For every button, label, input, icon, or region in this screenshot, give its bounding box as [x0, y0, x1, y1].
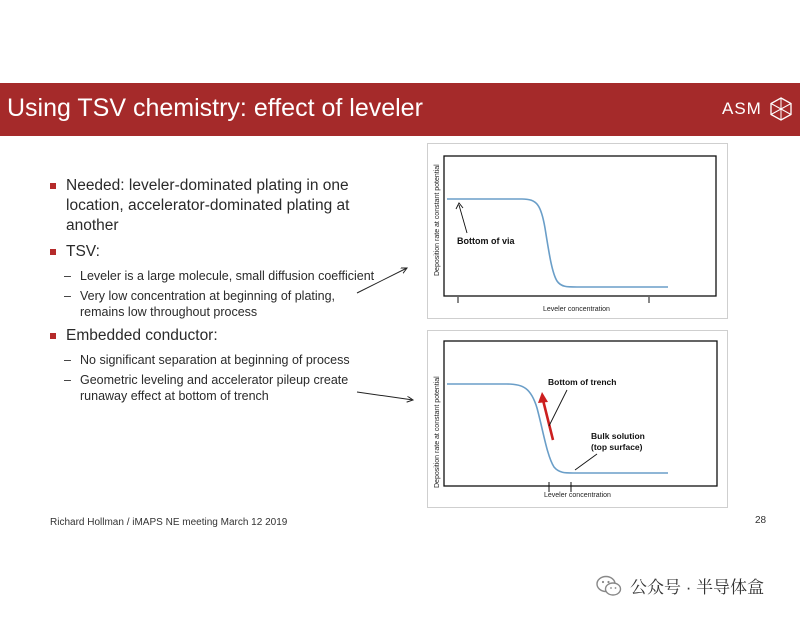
- annotation-bulk-solution: Bulk solution: [591, 431, 645, 441]
- sub-bullet-text: Very low concentration at beginning of plating, remains low throughout process: [80, 289, 336, 319]
- annotation-bottom-of-trench: Bottom of trench: [548, 377, 617, 387]
- chart-frame: [428, 331, 728, 508]
- bullet-embedded: Embedded conductor:: [50, 326, 380, 346]
- sub-bullet-text: Leveler is a large molecule, small diffusion coefficient: [80, 269, 375, 283]
- y-axis-label: Deposition rate at constant potential: [434, 376, 441, 488]
- watermark-text: 公众号 · 半导体盒: [630, 578, 765, 597]
- wechat-icon: [596, 575, 622, 597]
- sub-bullet-text: No significant separation at beginning of process: [80, 353, 350, 367]
- x-axis-label: Leveler concentration: [543, 306, 610, 313]
- watermark: [596, 573, 764, 598]
- chart-via: [427, 143, 728, 319]
- logo-text: ASM: [722, 99, 762, 118]
- chart-trench: [427, 330, 728, 508]
- connector-arrow-bottom: [357, 392, 413, 400]
- slide-title: Using TSV chemistry: effect of leveler: [7, 94, 423, 122]
- sub-bullet-text: Geometric leveling and accelerator pileup create runaway effect at bottom of trench: [80, 373, 349, 403]
- y-axis-label: Deposition rate at constant potential: [434, 164, 441, 276]
- sub-bullet-geometric: – Geometric leveling and accelerator pileup create runaway effect at bottom of trench: [64, 373, 349, 403]
- sub-bullet-low-concentration: – Very low concentration at beginning of plating, remains low throughout process: [64, 289, 336, 319]
- sub-bullet-leveler: – Leveler is a large molecule, small diffusion coefficient: [64, 269, 375, 283]
- annotation-bottom-of-via: Bottom of via: [457, 236, 515, 246]
- page-number: 28: [755, 515, 767, 526]
- chart-frame: [428, 144, 728, 319]
- bullet-tsv: TSV:: [50, 242, 380, 262]
- footer-text: Richard Hollman / iMAPS NE meeting March 12 2019: [50, 517, 288, 528]
- x-axis-label: Leveler concentration: [544, 492, 611, 499]
- connector-arrow-top: [357, 268, 407, 293]
- sub-bullet-no-separation: – No significant separation at beginning of process: [64, 353, 350, 367]
- bullet-needed: Needed: leveler-dominated plating in one location, accelerator-dominated plating at another: [50, 176, 380, 236]
- annotation-top-surface: (top surface): [591, 442, 643, 452]
